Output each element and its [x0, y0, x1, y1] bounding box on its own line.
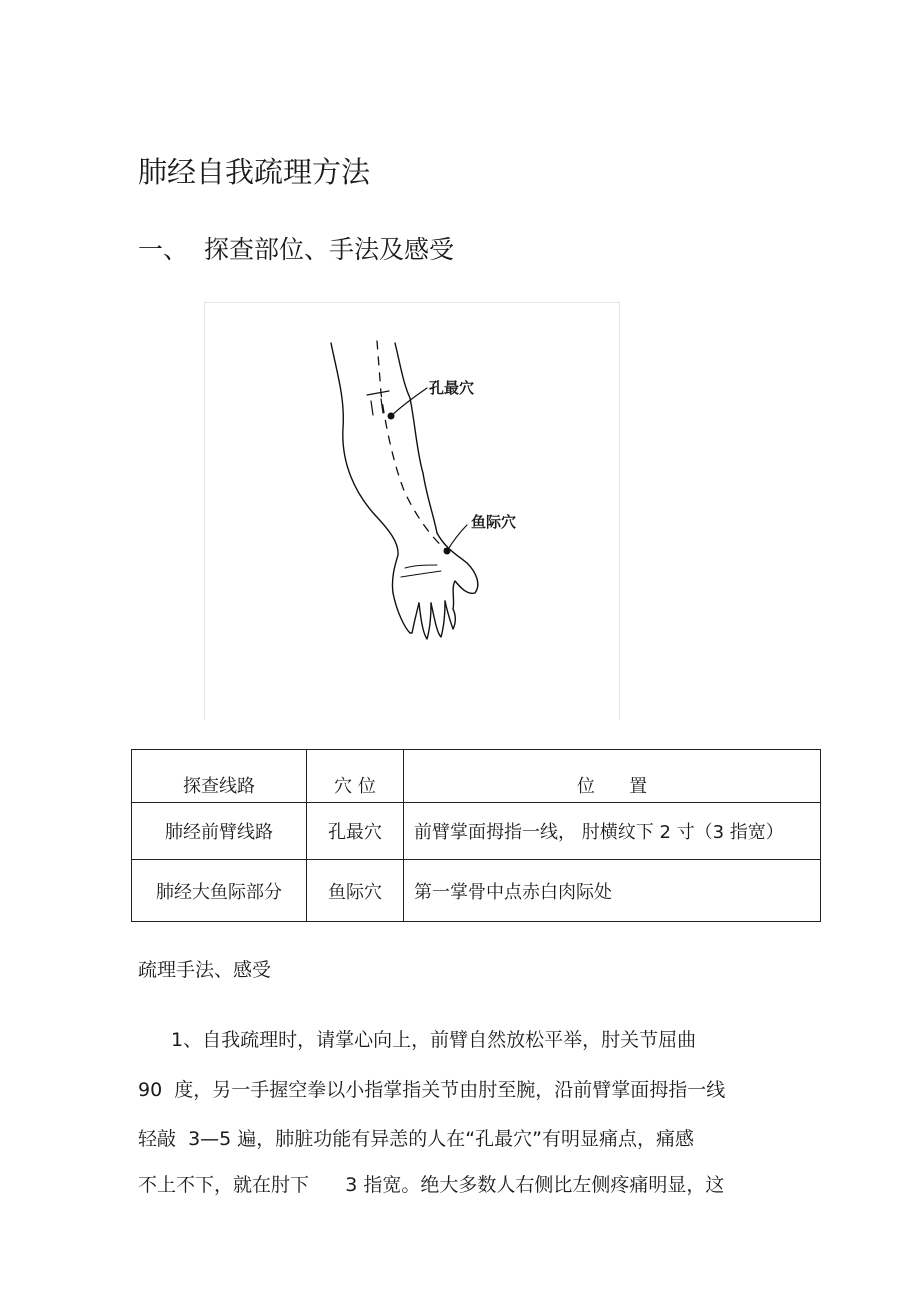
- paragraph-line: 轻敲 3—5 遍，肺脏功能有异恙的人在“孔最穴”有明显痛点，痛感: [138, 1128, 694, 1150]
- table-cell: 肺经前臂线路: [132, 803, 307, 860]
- thumb-outline: [437, 533, 478, 609]
- section-title: 探查部位、手法及感受: [204, 235, 455, 264]
- table-header-cell: 穴 位: [307, 750, 404, 803]
- section-number: 一、: [138, 235, 189, 264]
- forearm-right-edge: [395, 343, 437, 533]
- table-row: [132, 803, 821, 860]
- paragraph-line: 90 度，另一手握空拳以小指掌指关节由肘至腕，沿前臂掌面拇指一线: [138, 1079, 726, 1101]
- table-header-cell: 位 置: [404, 750, 821, 803]
- table-cell: 前臂掌面拇指一线， 肘横纹下 2 寸（3 指宽）: [404, 803, 821, 860]
- table-cell: 第一掌骨中点赤白肉际处: [404, 860, 821, 922]
- finger-2: [419, 603, 431, 639]
- table-cell: 肺经大鱼际部分: [132, 860, 307, 922]
- arm-acupoint-figure: [204, 302, 620, 720]
- section-heading: [138, 230, 454, 266]
- page-title: 肺经自我疏理方法: [138, 155, 371, 189]
- paragraph-line: 1、自我疏理时，请掌心向上，前臂自然放松平举，肘关节屈曲: [171, 1029, 697, 1051]
- finger-3: [431, 601, 445, 637]
- acupoint-table: [131, 749, 821, 922]
- kongzui-label: 孔最穴: [429, 379, 475, 397]
- kongzui-point: [388, 413, 395, 420]
- subheading: 疏理手法、感受: [138, 959, 272, 981]
- table-cell: 鱼际穴: [307, 860, 404, 922]
- table-header-row: [132, 750, 821, 803]
- meridian-line: [377, 341, 447, 551]
- yuji-point: [444, 548, 451, 555]
- table-header-cell: 探查线路: [132, 750, 307, 803]
- finger-1: [393, 593, 419, 633]
- forearm-left-edge: [331, 343, 398, 593]
- yuji-label: 鱼际穴: [471, 513, 517, 531]
- table-row: [132, 860, 821, 922]
- paragraph-line: 不上不下，就在肘下 3 指宽。绝大多数人右侧比左侧疼痛明显，这: [138, 1174, 725, 1196]
- arm-illustration: [205, 303, 621, 721]
- table-cell: 孔最穴: [307, 803, 404, 860]
